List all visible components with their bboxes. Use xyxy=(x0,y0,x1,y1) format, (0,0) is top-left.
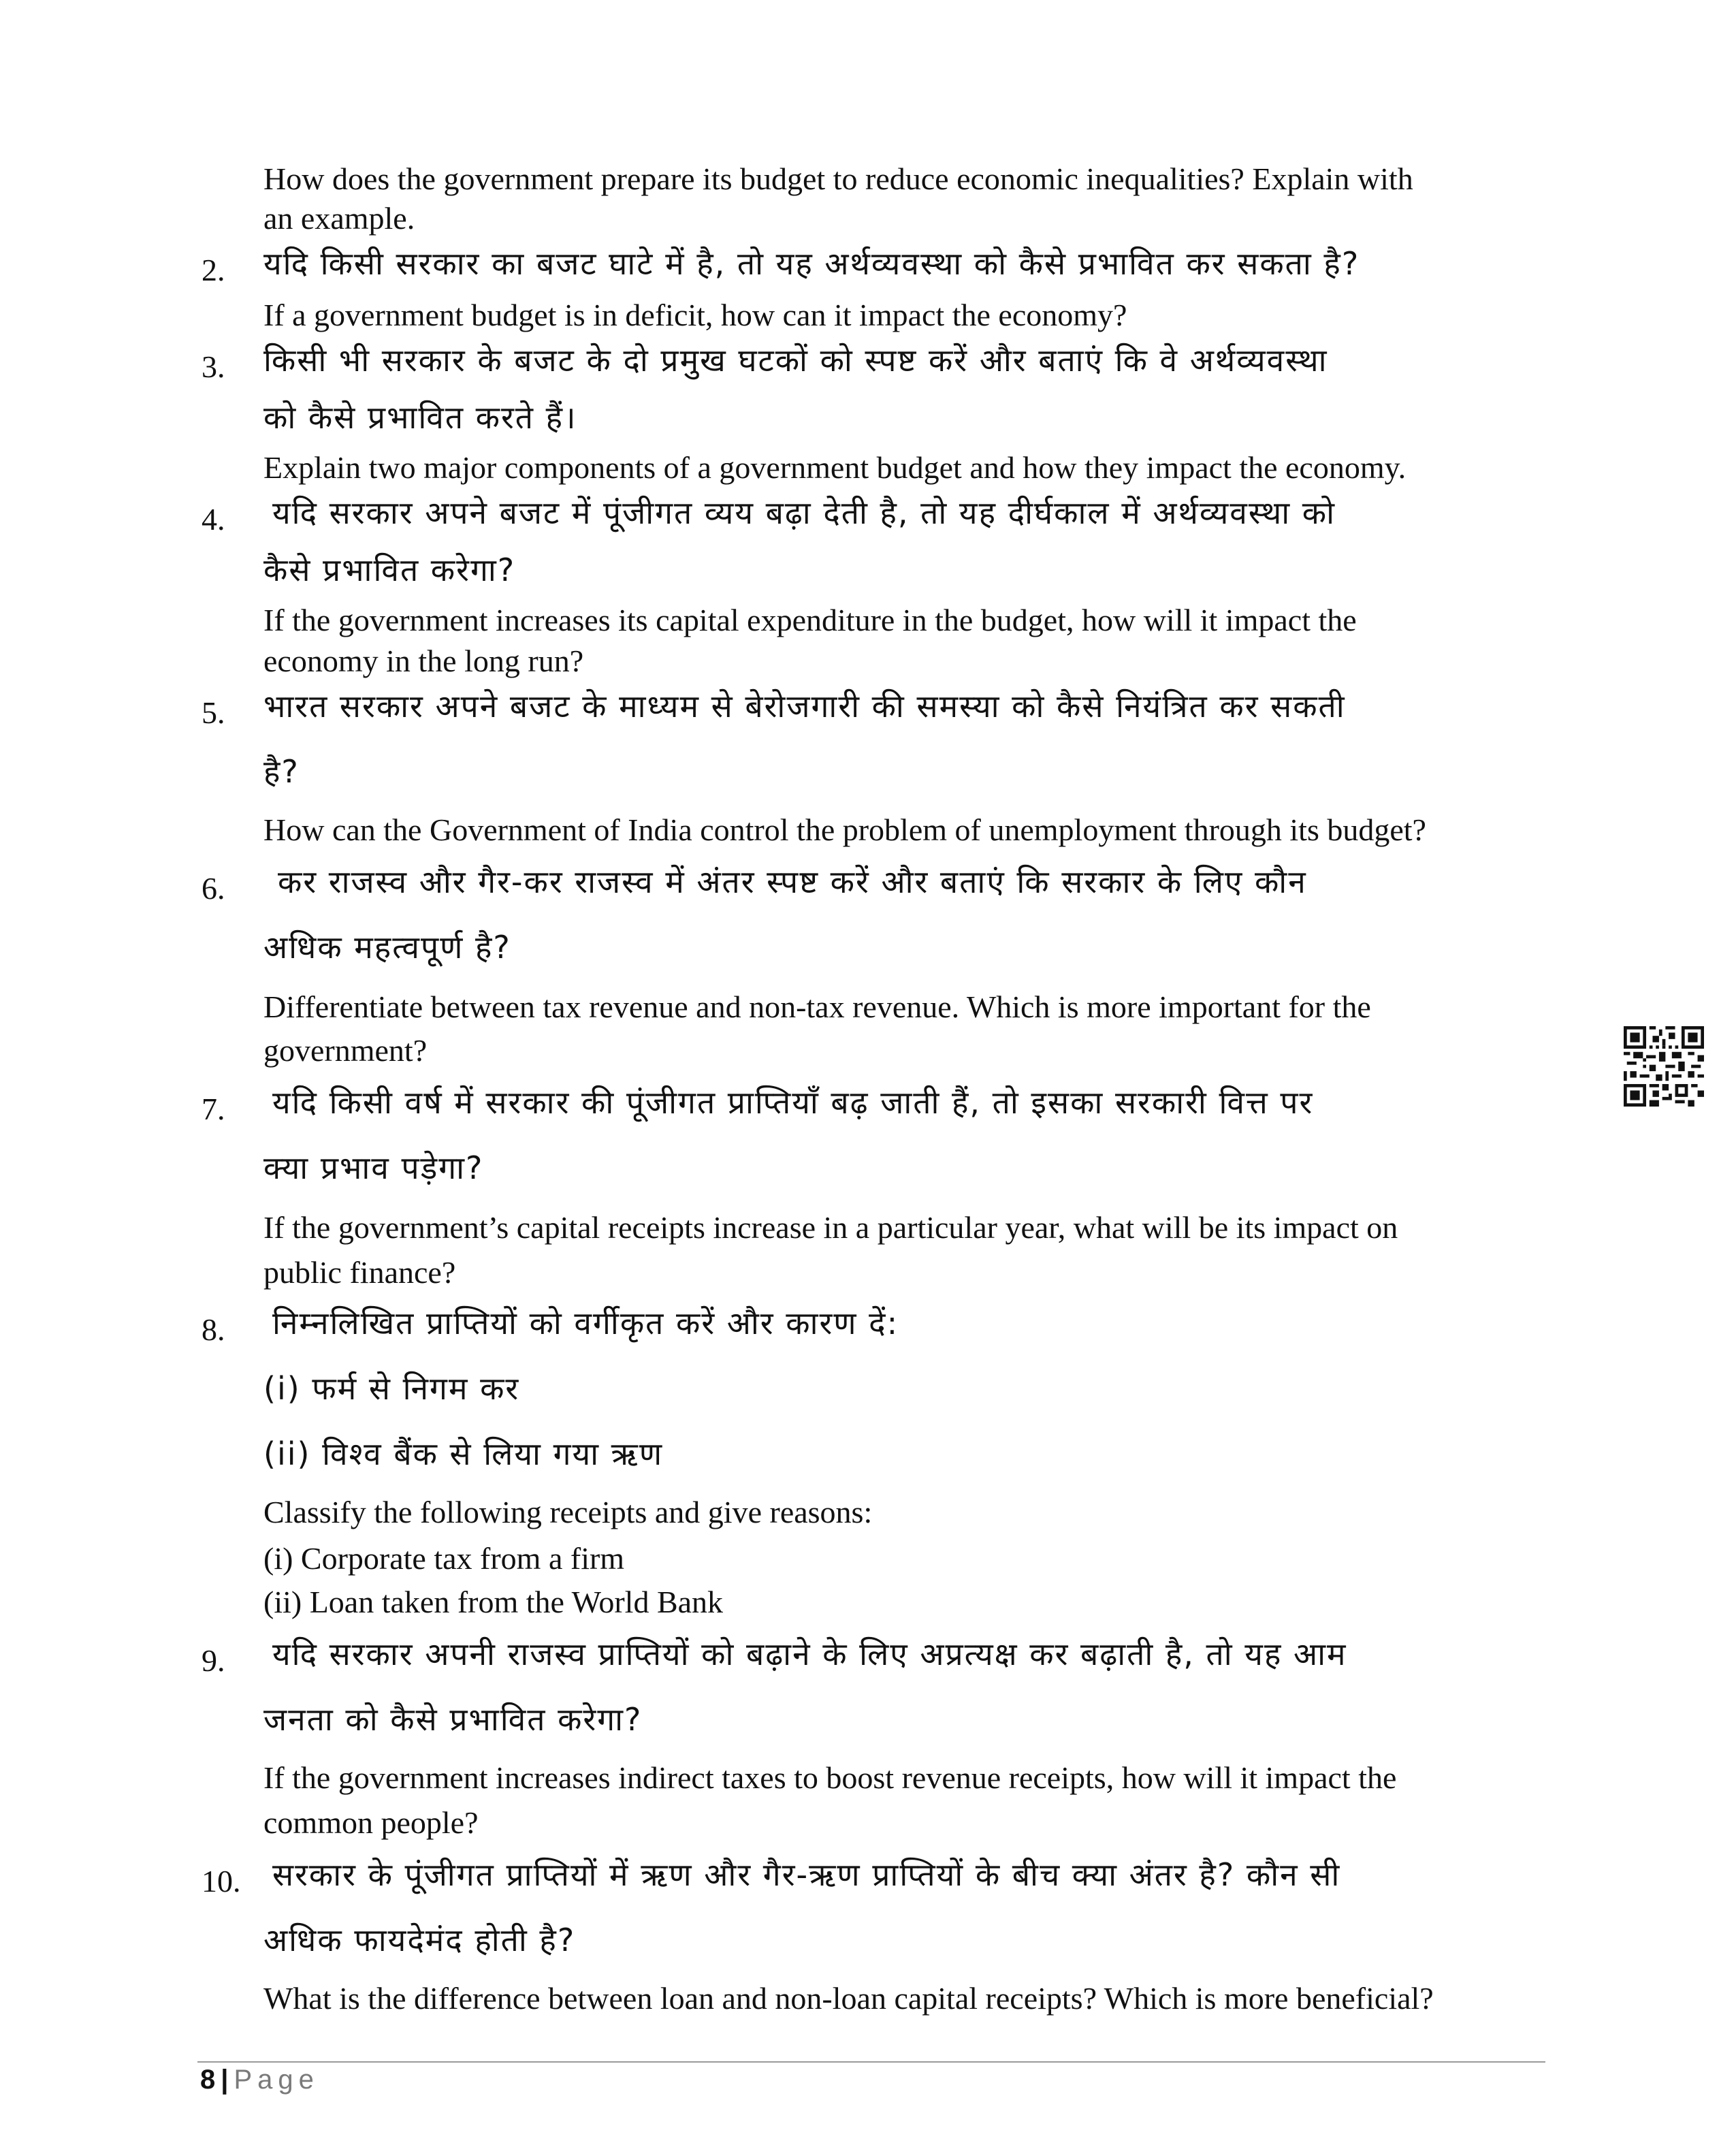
question-hindi-line: यदि किसी सरकार का बजट घाटे में है, तो यह अर्थव्यवस्था को कैसे प्रभावित कर सकता है? xyxy=(263,245,1360,282)
question-english-line: Classify the following receipts and give reasons: xyxy=(263,1495,873,1529)
question-english-line: If the government’s capital receipts increase in a particular year, what will be its impact on xyxy=(263,1210,1398,1245)
question-number: 7. xyxy=(202,1092,225,1126)
question-english-line: (i) Corporate tax from a firm xyxy=(263,1541,625,1576)
intro-line-2: an example. xyxy=(263,201,415,236)
question-hindi-line: क्या प्रभाव पड़ेगा? xyxy=(263,1149,484,1186)
question-hindi-line: अधिक फायदेमंद होती है? xyxy=(263,1922,576,1958)
question-english-line: If the government increases indirect taxes to boost revenue receipts, how will it impact the xyxy=(263,1760,1397,1795)
question-number: 4. xyxy=(202,502,225,537)
question-english-line: economy in the long run? xyxy=(263,644,584,678)
footer-separator: | xyxy=(221,2065,229,2095)
question-number: 8. xyxy=(202,1312,225,1347)
question-english-line: If the government increases its capital expenditure in the budget, how will it impact the xyxy=(263,603,1357,637)
question-hindi-line: कैसे प्रभावित करेगा? xyxy=(263,552,516,588)
question-hindi-line: सरकार के पूंजीगत प्राप्तियों में ऋण और गैर-ऋण प्राप्तियों के बीच क्या अंतर है? कौन सी xyxy=(272,1856,1341,1893)
page-footer xyxy=(200,2065,319,2095)
question-hindi-line: यदि किसी वर्ष में सरकार की पूंजीगत प्राप्तियाँ बढ़ जाती हैं, तो इसका सरकारी वित्त पर xyxy=(272,1084,1314,1121)
intro-line-1: How does the government prepare its budget to reduce economic inequalities? Explain with xyxy=(263,161,1413,196)
page-label: Page xyxy=(234,2065,319,2095)
question-number: 9. xyxy=(202,1643,225,1678)
qr-code-icon xyxy=(1624,1026,1704,1107)
question-english-line: How can the Government of India control the problem of unemployment through its budget? xyxy=(263,812,1426,847)
question-hindi-line: किसी भी सरकार के बजट के दो प्रमुख घटकों को स्पष्ट करें और बताएं कि वे अर्थव्यवस्था xyxy=(263,342,1328,379)
question-english-line: government? xyxy=(263,1033,428,1068)
question-english-line: (ii) Loan taken from the World Bank xyxy=(263,1585,724,1619)
question-hindi-line: (i) फर्म से निगम कर xyxy=(263,1370,520,1407)
footer-divider xyxy=(197,2061,1545,2063)
question-number: 3. xyxy=(202,349,225,384)
question-hindi-line: भारत सरकार अपने बजट के माध्यम से बेरोजगारी की समस्या को कैसे नियंत्रित कर सकती xyxy=(263,688,1346,725)
question-hindi-line: जनता को कैसे प्रभावित करेगा? xyxy=(263,1701,643,1738)
question-hindi-line: यदि सरकार अपने बजट में पूंजीगत व्यय बढ़ा देती है, तो यह दीर्घकाल में अर्थव्यवस्था को xyxy=(272,494,1336,531)
page-number: 8 xyxy=(200,2065,216,2095)
question-hindi-line: (ii) विश्व बैंक से लिया गया ऋण xyxy=(263,1435,664,1472)
question-hindi-line: को कैसे प्रभावित करते हैं। xyxy=(263,399,577,436)
question-number: 5. xyxy=(202,695,225,730)
question-number: 10. xyxy=(202,1864,241,1898)
question-hindi-line: है? xyxy=(263,753,300,790)
question-english-line: Explain two major components of a government budget and how they impact the economy. xyxy=(263,450,1407,485)
question-english-line: If a government budget is in deficit, how can it impact the economy? xyxy=(263,298,1127,332)
question-hindi-line: निम्नलिखित प्राप्तियों को वर्गीकृत करें और कारण दें: xyxy=(272,1305,899,1341)
question-hindi-line: यदि सरकार अपनी राजस्व प्राप्तियों को बढ़ाने के लिए अप्रत्यक्ष कर बढ़ाती है, तो यह आम xyxy=(272,1636,1347,1672)
question-english-line: public finance? xyxy=(263,1255,456,1290)
question-english-line: Differentiate between tax revenue and non-tax revenue. Which is more important for the xyxy=(263,989,1371,1024)
question-hindi-line: अधिक महत्वपूर्ण है? xyxy=(263,929,511,966)
question-number: 6. xyxy=(202,871,225,906)
question-number: 2. xyxy=(202,253,225,287)
question-hindi-line: कर राजस्व और गैर-कर राजस्व में अंतर स्पष्ट करें और बताएं कि सरकार के लिए कौन xyxy=(278,863,1307,900)
question-english-line: common people? xyxy=(263,1805,479,1840)
question-english-line: What is the difference between loan and non-loan capital receipts? Which is more beneficial? xyxy=(263,1981,1434,2016)
